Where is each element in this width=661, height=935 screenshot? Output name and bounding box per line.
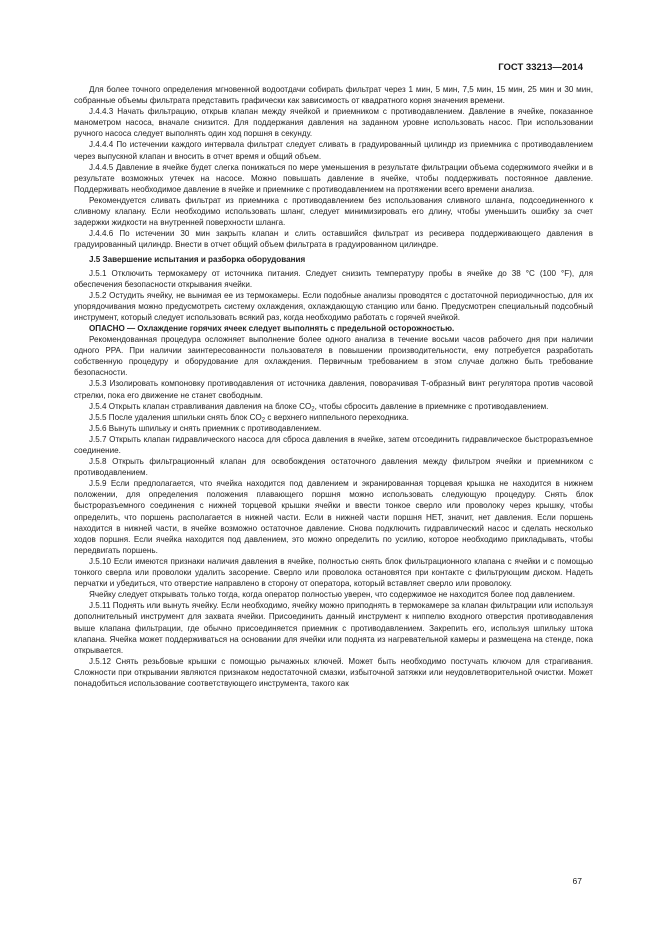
section-heading: J.5 Завершение испытания и разборка оборудования (89, 255, 306, 265)
paragraph: J.5.9 Если предполагается, что ячейка находится под давлением и экранированная торцевая крышка не находится в нижнем положении, для определения положения плавающего поршня можно использовать следующую процедуру. Снять блок быстроразъемного соединения с нижней торцевой крышки ячейки и ввести тонкое сверло или проволоку через крышку, чтобы определить, что поршень располагается в нижней части. Если в нижней части поршня НЕТ, значит, нет давления. Если поршень находится в нижней части, в ячейке возможно остаточное давление. Снова подключить гидравлический насос и сделать несколько ходов поршня. Если ячейка находится под давлением, это можно определить по усилию, которое необходимо прикладывать, чтобы передвигать поршень. (74, 479, 593, 555)
paragraph: Рекомендуется сливать фильтрат из приемника с противодавлением без использования сливного шланга, подсоединенного к сливному клапану. Если необходимо использовать шланг, следует минимизировать его длину, чтобы уменьшить ошибку за счет задержки жидкости на внутренней поверхности шланга. (74, 195, 593, 228)
text-segment: J.5.4 Открыть клапан стравливания давления на блоке CO (89, 401, 312, 411)
text-segment: , чтобы сбросить давление в приемнике с противодавлением. (314, 401, 549, 411)
paragraph: Ячейку следует открывать только тогда, когда оператор полностью уверен, что содержимое не находится более под давлением. (89, 590, 575, 600)
paragraph (74, 401, 593, 412)
paragraph (74, 412, 593, 423)
paragraph: J.5.6 Вынуть шпильку и снять приемник с противодавлением. (89, 423, 322, 433)
paragraph: J.5.7 Открыть клапан гидравлического насоса для сброса давления в ячейке, затем отсоединить гидравлическое быстроразъемное соединение. (74, 434, 593, 455)
text-segment: с верхнего ниппельного переходника. (265, 412, 409, 422)
page-number: 67 (572, 876, 582, 886)
paragraph: Рекомендованная процедура осложняет выполнение более одного анализа в течение восьми часов рабочего дня при наличии одного PPA. При наличии заинтересованности пользователя в повышении производительности, ему потребуется разработать собственную процедуру и оборудование для охлаждения. Первичным требованием в этом случае должно быть требование безопасности. (74, 335, 593, 378)
paragraph: J.5.1 Отключить термокамеру от источника питания. Следует снизить температуру пробы в ячейке до 38 °С (100 °F), для обеспечения безопасности открывания ячейки. (74, 268, 593, 289)
subscript: 2 (311, 406, 315, 413)
subscript: 2 (261, 417, 266, 424)
paragraph: J.4.4.5 Давление в ячейке будет слегка понижаться по мере уменьшения в результате фильтрации объема содержимого ячейки и в результате возможных утечек на насосе. Можно повышать давление в ячейке, чтобы поддерживать постоянное давление. Поддерживать необходимое давление в ячейке и приемнике с противодавлением на протяжении всего времени анализа. (74, 162, 593, 194)
text-segment: J.5.5 После удаления шпильки снять блок CO (89, 412, 262, 422)
paragraph: J.5.10 Если имеются признаки наличия давления в ячейке, полностью снять блок фильтрационного клапана с ячейки и с помощью тонкого сверла или проволоки удалить засорение. Сверло или проволока остановятся при контакте с фильтрующим диском. Надеть перчатки и убедиться, что отверстие направлено в сторону от оператора, который вставляет сверло или проволоку. (74, 556, 593, 589)
paragraph: J.5.2 Остудить ячейку, не вынимая ее из термокамеры. Если подобные анализы проводятся с достаточной периодичностью, для их упорядочивания можно предусмотреть систему охлаждения, охлаждающую станцию или баню. Предусмотрен специальный подсобный инструмент, который следует использовать всякий раз, когда необходимо работать с горячей ячейкой. (74, 290, 593, 322)
paragraph: J.5.3 Изолировать компоновку противодавления от источника давления, поворачивая Т-образный винт регулятора против часовой стрелки, пока его движение не станет свободным. (74, 379, 593, 400)
standard-header: ГОСТ 33213—2014 (498, 62, 583, 73)
danger-warning: ОПАСНО — Охлаждение горячих ячеек следует выполнять с предельной осторожностью. (89, 323, 455, 333)
paragraph: J.4.4.3 Начать фильтрацию, открыв клапан между ячейкой и приемником с противодавлением. Давление в ячейке, показанное манометром насоса, вначале снизится. Для поддержания давления на заданном уровне использовать насос. При использовании ручного насоса следует выполнять один ход поршня в секунду. (74, 107, 593, 139)
paragraph: J.5.11 Поднять или вынуть ячейку. Если необходимо, ячейку можно приподнять в термокамере за клапан фильтрации или используя дополнительный инструмент для захвата ячейки. Присоединить данный инструмент к ниппелю входного отверстия противодавления выше клапана фильтрации, где обычно присоединяется приемник с противодавлением. Закрепить его, используя шпильку штока клапана. Ячейка может поддерживаться на основании для ячейки или поднята из нагревательной камеры и размещена на стенде, пока открывается. (74, 601, 593, 655)
paragraph: J.4.4.6 По истечении 30 мин закрыть клапан и слить оставшийся фильтрат из ресивера поддерживающего давления в градуированный цилиндр. Внести в отчет общий объем фильтрата в градуированном цилиндре. (74, 229, 593, 250)
paragraph: J.5.12 Снять резьбовые крышки с помощью рычажных ключей. Может быть необходимо постучать ключом для страгивания. Сложности при открывании являются признаком недостаточной смазки, избыточной затяжки или неудовлетворительной очистки. Может понадобиться использование соответствующего инструмента, такого как (74, 656, 593, 688)
paragraph: J.5.8 Открыть фильтрационный клапан для освобождения остаточного давления между фильтром ячейки и приемником с противодавлением. (74, 457, 593, 478)
paragraph: J.4.4.4 По истечении каждого интервала фильтрат следует сливать в градуированный цилиндр из приемника с противодавлением через выпускной клапан и вносить в отчет время и общий объем. (74, 140, 593, 161)
paragraph: Для более точного определения мгновенной водоотдачи собирать фильтрат через 1 мин, 5 мин, 7,5 мин, 15 мин, 25 мин и 30 мин, собранные объемы фильтрата представить графически как зависимость от квадратного корня значения времени. (74, 85, 593, 106)
